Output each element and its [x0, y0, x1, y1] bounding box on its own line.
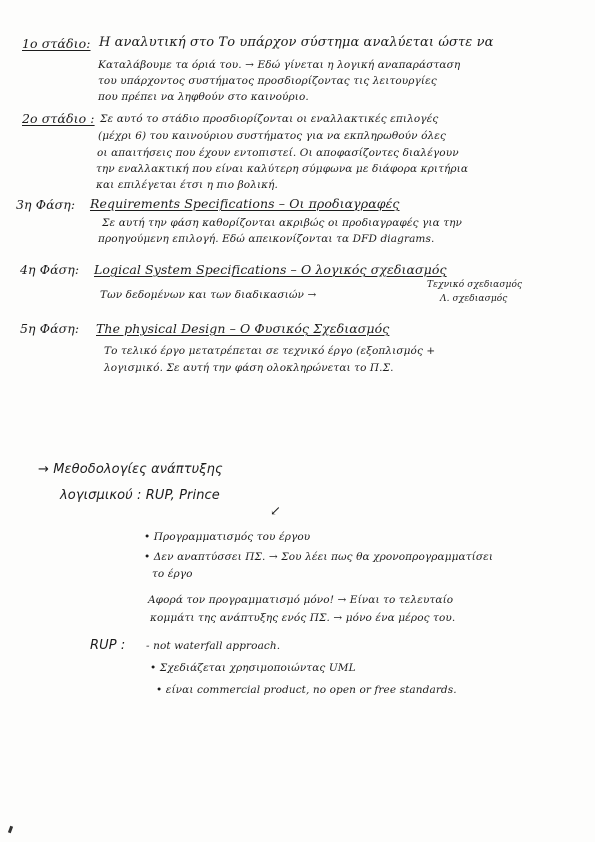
stage1-heading — [22, 36, 91, 52]
phase5-title: The physical Design – Ο Φυσικός Σχεδιασμός — [96, 321, 390, 336]
phase3-title: Requirements Specifications – Οι προδιαγραφές — [90, 196, 400, 211]
phase3-heading: 3η Φάση: — [16, 197, 76, 212]
methodologies-line-2: λογισμικού : RUP, Prince — [60, 488, 220, 503]
rup-item-2: • Σχεδιάζεται χρησιμοποιώντας UML — [150, 662, 356, 674]
phase5-text-1: Το τελικό έργο μετατρέπεται σε τεχνικό έργο (εξοπλισμός + — [104, 345, 436, 357]
stage1-text-3: του υπάρχοντος συστήματος προσδιορίζοντας τις λειτουργίες — [98, 75, 437, 87]
phase4-text-1: Των δεδομένων και των διαδικασιών → — [100, 289, 317, 301]
stage2-text-1: Σε αυτό το στάδιο προσδιορίζονται οι εναλλακτικές επιλογές — [100, 113, 439, 125]
phase5-text-2: λογισμικό. Σε αυτή την φάση ολοκληρώνεται το Π.Σ. — [104, 362, 394, 374]
phase4-note-2: Λ. σχεδιασμός — [440, 294, 508, 304]
stage1-text-4: που πρέπει να ληφθούν στο καινούριο. — [98, 91, 309, 103]
methodologies-bullet-2: • Δεν αναπτύσσει ΠΣ. → Σου λέει πως θα χρονοπρογραμματίσει — [144, 551, 494, 563]
methodologies-bullet-1: • Προγραμματισμός του έργου — [144, 531, 311, 543]
stage2-text-5: και επιλέγεται έτσι η πιο βολική. — [96, 179, 278, 191]
phase4-heading: 4η Φάση: — [20, 262, 80, 277]
phase5-heading: 5η Φάση: — [20, 321, 80, 336]
methodologies-bullet-2-cont: το έργο — [152, 568, 193, 580]
rup-label: RUP : — [90, 638, 126, 653]
stage2-text-2: (μέχρι 6) του καινούριου συστήματος για να εκπληρωθούν όλες — [98, 130, 446, 142]
phase3-text-1: Σε αυτή την φάση καθορίζονται ακριβώς οι προδιαγραφές για την — [102, 217, 462, 229]
methodologies-bullet-3: Αφορά τον προγραμματισμό μόνο! → Είναι το τελευταίο — [148, 594, 454, 606]
phase3-text-2: προηγούμενη επιλογή. Εδώ απεικονίζονται τα DFD diagrams. — [98, 233, 435, 245]
stage2-text-4: την εναλλακτική που είναι καλύτερη σύμφωνα με διάφορα κριτήρια — [96, 163, 469, 175]
down-left-arrow-icon: ↙ — [270, 504, 281, 519]
methodologies-bullet-3-cont: κομμάτι της ανάπτυξης ενός ΠΣ. → μόνο ένα μέρος του. — [150, 612, 456, 624]
stage1-heading-label: 1ο στάδιο: — [22, 36, 91, 51]
stage2-heading — [22, 111, 95, 127]
phase4-note-1: Τεχνικό σχεδιασμός — [427, 280, 523, 290]
rup-item-3: • είναι commercial product, no open or free standards. — [156, 684, 457, 696]
stage2-heading-label: 2ο στάδιο : — [22, 111, 95, 126]
stage1-text-2: Καταλάβουμε τα όριά του. → Εδώ γίνεται η λογική αναπαράσταση — [98, 59, 461, 71]
scan-mark — [8, 826, 13, 834]
phase4-title: Logical System Specifications – Ο λογικός σχεδιασμός — [94, 262, 447, 277]
stage2-text-3: οι απαιτήσεις που έχουν εντοπιστεί. Οι αποφασίζοντες διαλέγουν — [97, 147, 459, 159]
stage1-text-1: Η αναλυτική στο Το υπάρχον σύστημα αναλύεται ώστε να — [99, 35, 494, 50]
methodologies-line-1: → Μεθοδολογίες ανάπτυξης — [38, 462, 223, 477]
rup-item-1: - not waterfall approach. — [146, 640, 281, 652]
